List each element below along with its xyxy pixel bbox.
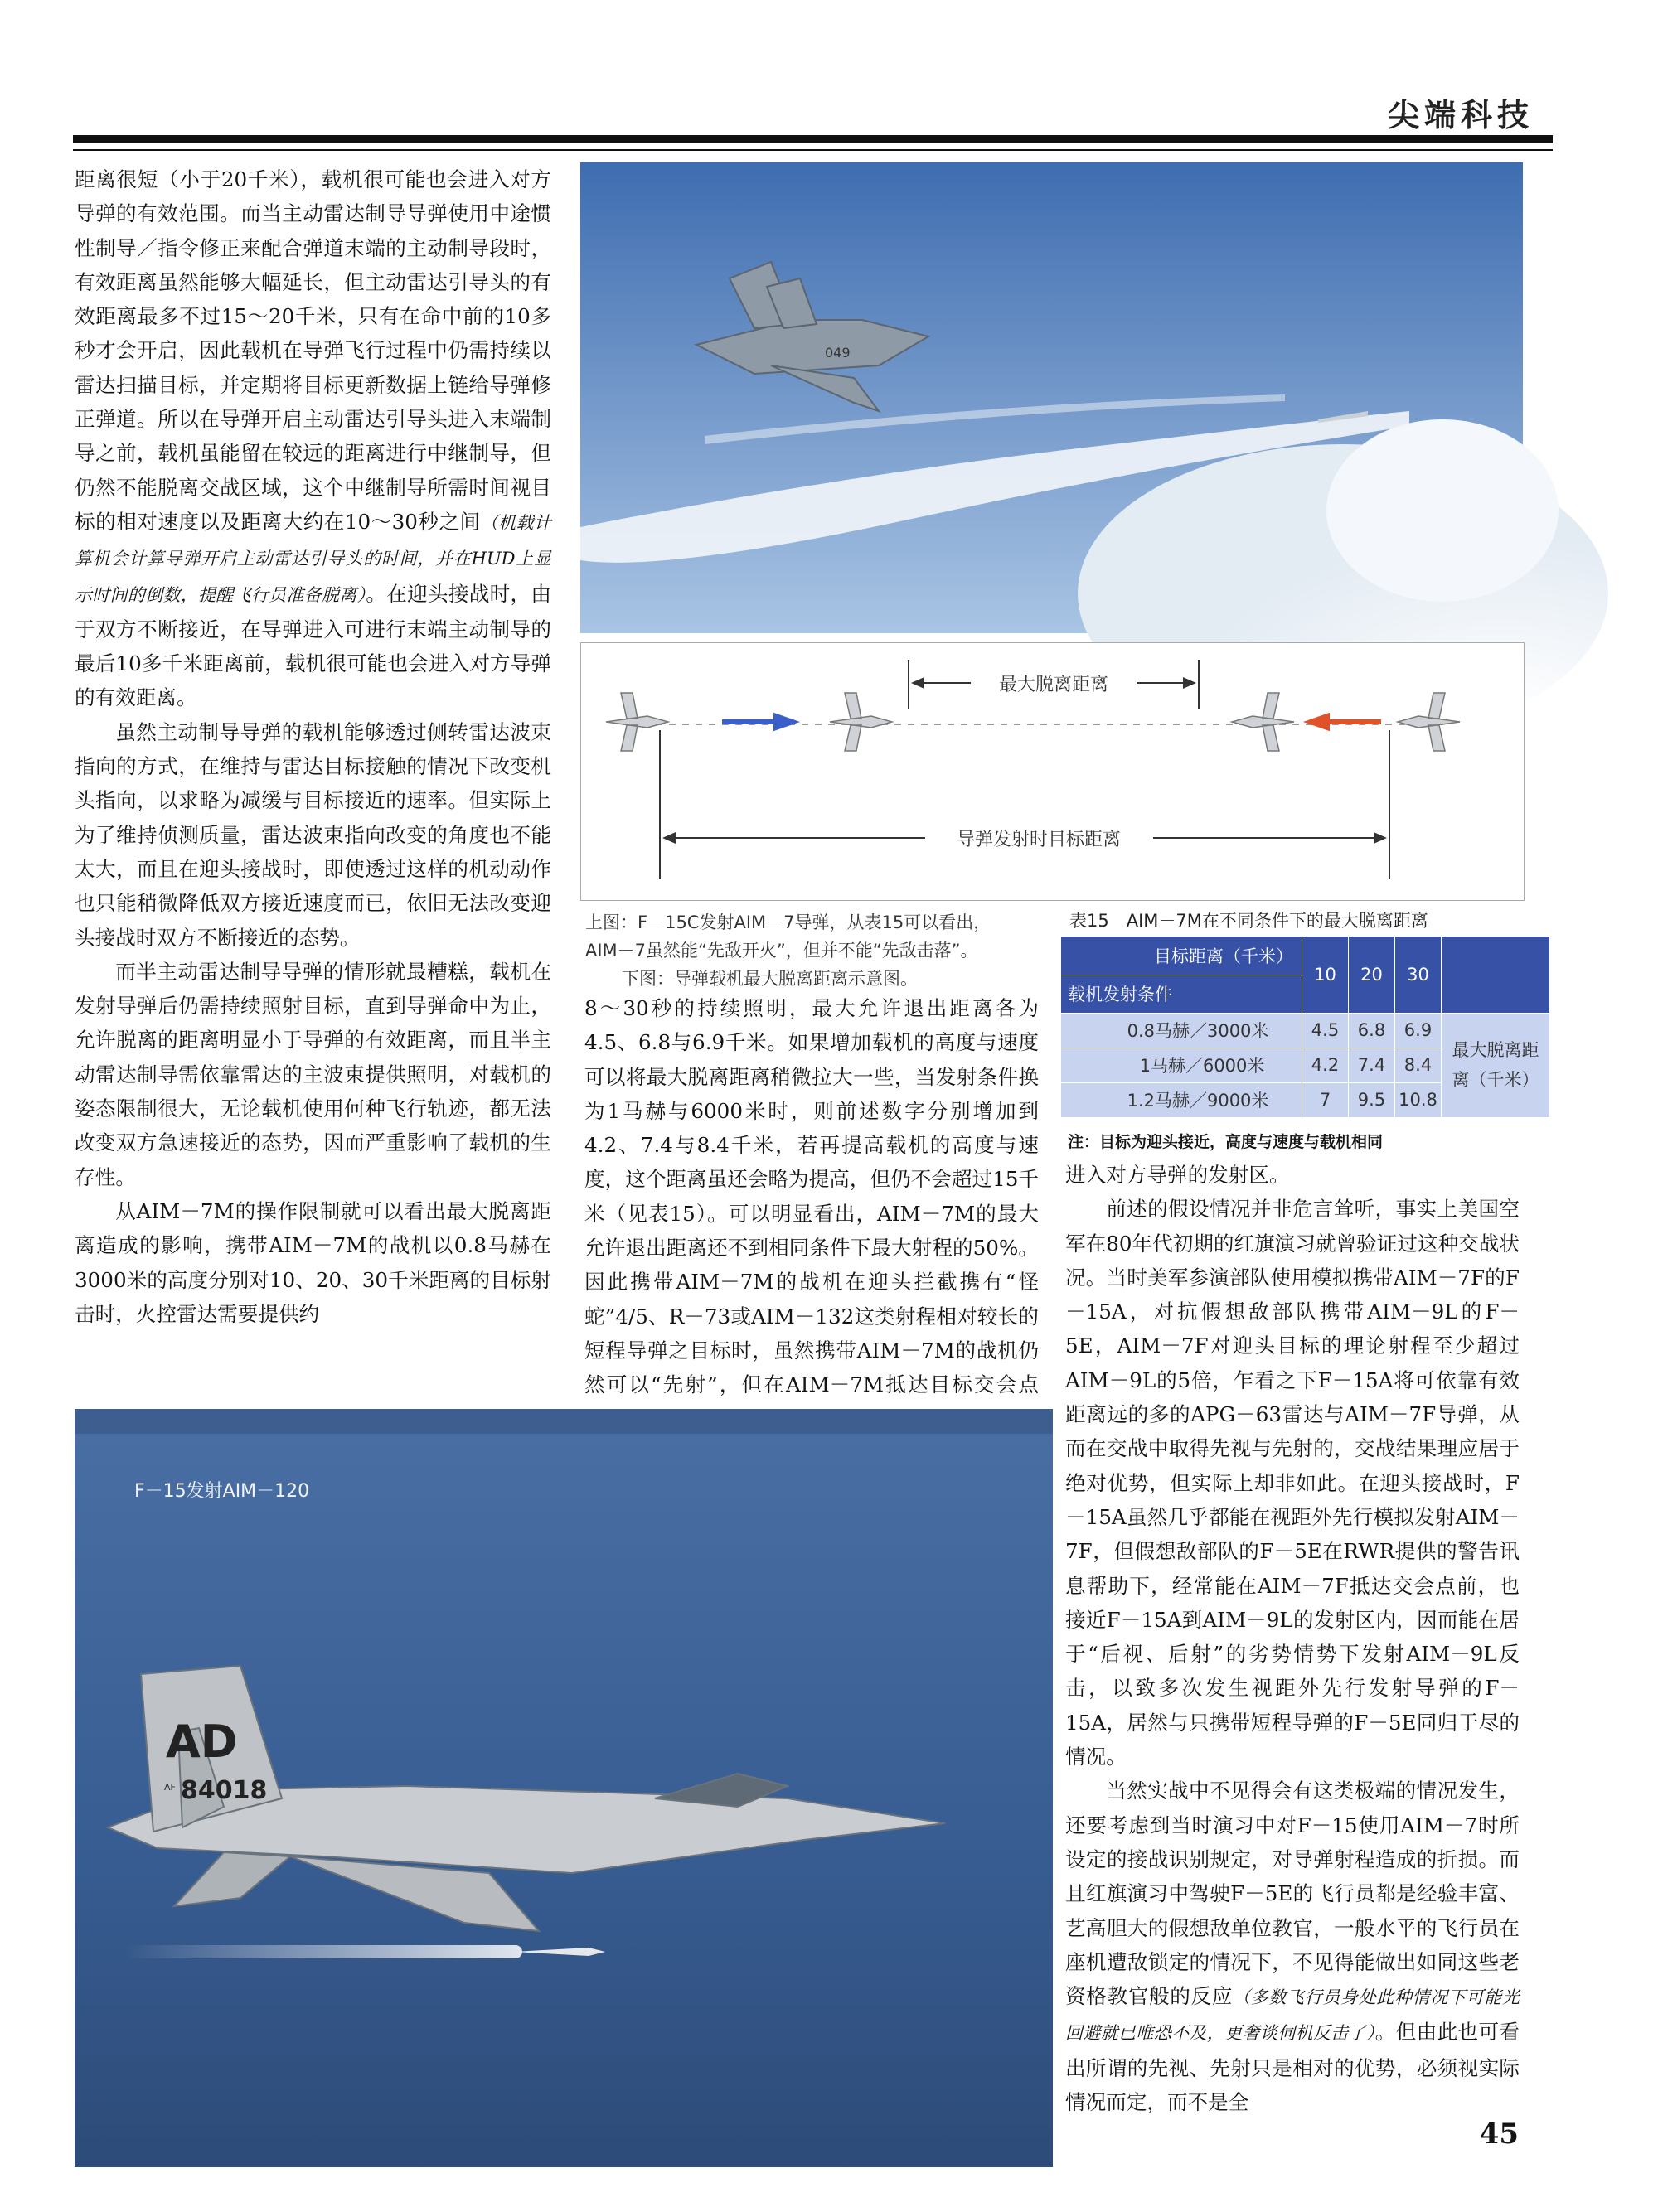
table-col-header: 10 (1302, 937, 1349, 1013)
table-header-condition: 载机发射条件 (1061, 975, 1302, 1013)
af-mark: AF (164, 1782, 176, 1793)
inline-note: （机载计算机会计算导弹开启主动雷达引导头的时间，并在HUD上显示时间的倒数，提醒飞行员准备脱离） (75, 512, 551, 605)
table-row: 1.2马赫／9000米 7 9.5 10.8 (1061, 1082, 1550, 1117)
page-number: 45 (1479, 2118, 1519, 2151)
paragraph: 从AIM－7M的操作限制就可以看出最大脱离距离造成的影响，携带AIM－7M的战机以0.8马赫在3000米的高度分别对10、20、30千米距离的目标射击时，火控雷达需要提供约 (75, 1198, 551, 1326)
tail-code: AD (166, 1716, 238, 1768)
table-side-label: 最大脱离距离（千米） (1442, 1013, 1550, 1117)
label-max-escape: 最大脱离距离 (998, 675, 1109, 695)
caption-line: 上图：F－15C发射AIM－7导弹，从表15可以看出， (585, 912, 991, 932)
label-launch-distance: 导弹发射时目标距离 (956, 830, 1122, 850)
table-note: 注：目标为迎头接近，高度与速度与载机相同 (1068, 1133, 1384, 1151)
photo-caption (585, 908, 1050, 993)
paragraph: 进入对方导弹的发射区。 (1065, 1163, 1290, 1187)
photo-caption-aim120: F－15发射AIM－120 (134, 1481, 310, 1502)
table-row: 0.8马赫／3000米 4.5 6.8 6.9 最大脱离距离（千米） (1061, 1013, 1550, 1048)
paragraph: 前述的假设情况并非危言耸听，事实上美国空军在80年代初期的红旗演习就曾验证过这种交战状况。当时美军参演部队使用模拟携带AIM－7F的F－15A，对抗假想敌部队携带AIM－9L的F－5E，AIM－7F对迎头目标的理论射程至少超过AIM－9L的5倍，乍看之下F－15A将可依靠有效距离远的多的APG－63雷达与AIM－7F导弹，从而在交战中取得先视与先射的，交战结果理应居于绝对优势，但实际上却非如此。在迎头接战时，F－15A虽然几乎都能在视距外先行模拟发射AIM－7F，但假想敌部队的F－5E在RWR提供的警告讯息帮助下，经常能在AIM－7F抵达交会点前，也接近F－15A到AIM－9L的发射区内，因而能在居于“后视、后射”的劣势情势下发射AIM－9L反击，以致多次发生视距外先行发射导弹的F－15A，居然与只携带短程导弹的F－5E同归于尽的情况。 (1065, 1197, 1520, 1769)
table-col-header: 20 (1349, 937, 1395, 1013)
photo-f15c-launch (580, 162, 1523, 633)
right-column (1065, 1158, 1520, 2119)
caption-line: AIM－7虽然能“先敌开火”，但并不能“先敌击落”。 (585, 941, 978, 961)
left-column (75, 162, 551, 1332)
paragraph: 距离很短（小于20千米），载机很可能也会进入对方导弹的有效范围。而当主动雷达制导导弹使用中途惯性制导／指令修正来配合弹道末端的主动制导段时，有效距离虽然能够大幅延长，但主动雷达引导头的有效距离最多不过15～20千米，只有在命中前的10多秒才会开启，因此载机在导弹飞行过程中仍需持续以雷达扫描目标，并定期将目标更新数据上链给导弹修正弹道。所以在导弹开启主动雷达引导头进入末端制导之前，载机虽能留在较远的距离进行中继制导，但仍然不能脱离交战区域，这个中继制导所需时间视目标的相对速度以及距离大约在10～30秒之间（机载计算机会计算导弹开启主动雷达引导头的时间，并在HUD上显示时间的倒数，提醒飞行员准备脱离）。在迎头接战时，由于双方不断接近，在导弹进入可进行末端主动制导的最后10多千米距离前，载机很可能也会进入对方导弹的有效距离。 (75, 167, 551, 710)
table-header-target: 目标距离（千米） (1061, 937, 1302, 975)
inline-note: （多数飞行员身处此种情况下可能光回避就已唯恐不及，更奢谈伺机反击了） (1065, 1987, 1520, 2044)
paragraph: 虽然主动制导导弹的载机能够透过侧转雷达波束指向的方式，在维持与雷达目标接触的情况下改变机头指向，以求略为减缓与目标接近的速率。但实际上为了维持侦测质量，雷达波束指向改变的角度也不能太大，而且在迎头接战时，即使透过这样的机动动作也只能稍微降低双方接近速度而已，依旧无法改变迎头接战时双方不断接近的态势。 (75, 719, 551, 950)
paragraph: 而半主动雷达制导导弹的情形就最糟糕，载机在发射导弹后仍需持续照射目标，直到导弹命中为止，允许脱离的距离明显小于导弹的有效距离，而且半主动雷达制导需依靠雷达的主波束提供照明，对载机的姿态限制很大，无论载机使用何种飞行轨迹，都无法改变双方急速接近的态势，因而严重影响了载机的生存性。 (75, 959, 551, 1189)
table-col-header: 30 (1395, 937, 1442, 1013)
header-rule-thick (73, 135, 1553, 143)
table-row: 1马赫／6000米 4.2 7.4 8.4 (1061, 1048, 1550, 1082)
section-title: 尖端科技 (1387, 97, 1534, 133)
escape-distance-diagram (580, 642, 1525, 901)
table15 (1061, 937, 1550, 1118)
middle-column: 8～30秒的持续照明，最大允许退出距离各为4.5、6.8与6.9千米。如果增加载机的高度与速度可以将最大脱离距离稍微拉大一些，当发射条件换为1马赫与6000米时，则前述数字分别增加到4.2、7.4与8.4千米，若再提高载机的高度与速度，这个距离虽还会略为提高，但仍不会超过15千米（见表15）。可以明显看出，AIM－7M的最大允许退出距离还不到相同条件下最大射程的50%。因此携带AIM－7M的战机在迎头拦截携有“怪蛇”4/5、R－73或AIM－132这类射程相对较长的短程导弹之目标时，虽然携带AIM－7M的战机仍然可以“先射”，但在AIM－7M抵达目标交会点 (584, 996, 1039, 1397)
table-header-blank (1442, 937, 1550, 1013)
paragraph: 当然实战中不见得会有这类极端的情况发生，还要考虑到当时演习中对F－15使用AIM－7时所设定的接战识别规定，对导弹射程造成的折损。而且红旗演习中驾驶F－5E的飞行员都是经验丰富、艺高胆大的假想敌单位教官，一般水平的飞行员在座机遭敌锁定的情况下，不见得能做出如同这些老资格教官般的反应（多数飞行员身处此种情况下可能光回避就已唯恐不及，更奢谈伺机反击了）。但由此也可看出所谓的先视、先射只是相对的优势，必须视实际情况而定，而不是全 (1065, 1779, 1520, 2115)
photo-f15-aim120 (75, 1409, 1053, 2167)
header-rule-thin (73, 149, 1553, 151)
serial-number: 84018 (181, 1776, 268, 1805)
tail-number: 049 (825, 345, 851, 361)
caption-line: 下图：导弹载机最大脱离距离示意图。 (622, 969, 918, 989)
table-title: 表15 AIM－7M在不同条件下的最大脱离距离 (1069, 911, 1428, 931)
